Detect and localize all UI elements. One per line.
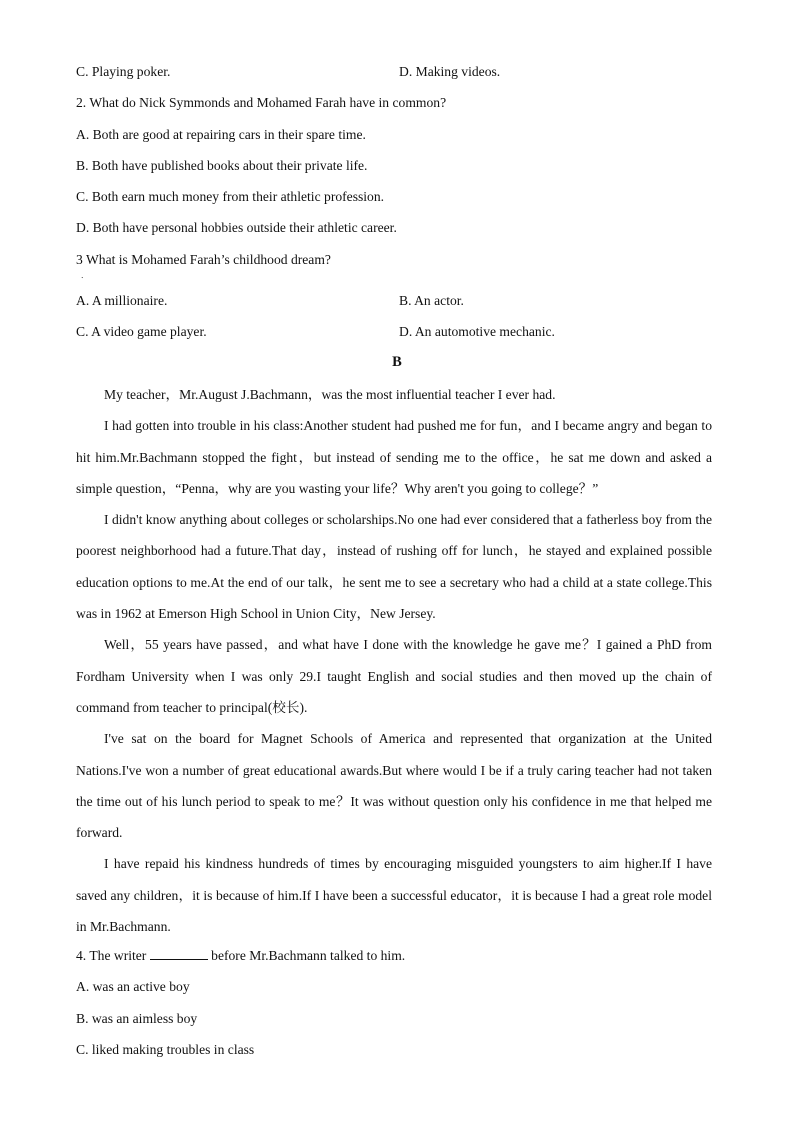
q2-stem: 2. What do Nick Symmonds and Mohamed Farah have in common?: [76, 95, 447, 110]
q3-number-mark: ．: [81, 271, 89, 280]
passage-paragraph: Well，55 years have passed，and what have I done with the knowledge he gave me？I gained a PhD from Fordham University when I was only 29.I taught English and social studies and then moved up the chain of command from teacher to principal(校长).: [76, 637, 712, 715]
passage-paragraph: I have repaid his kindness hundreds of times by encouraging misguided youngsters to aim higher.If I have saved any children，it is because of him.If I have been a successful educator，it is because I had a great role model in Mr.Bachmann.: [76, 856, 712, 935]
q4-option-c: C. liked making troubles in class: [76, 1042, 255, 1057]
q3-stem: 3 What is Mohamed Farah’s childhood dream?: [76, 252, 331, 267]
passage-paragraph: I had gotten into trouble in his class:Another student had pushed me for fun，and I became angry and began to hit him.Mr.Bachmann stopped the fight，but instead of sending me to the office，he sat me down and asked a simple question，“Penna，why are you wasting your life？Why aren't you going to college？”: [76, 418, 712, 496]
q2-option-c: C. Both earn much money from their athletic profession.: [76, 189, 385, 204]
passage-paragraph: I've sat on the board for Magnet Schools of America and represented that organization at the United Nations.I've won a number of great educational awards.But where would I be if a truly caring teacher had not taken the time out of his lunch period to speak to me？It was without question only his confidence in me that helped me forward.: [76, 731, 712, 841]
passage-heading: B: [392, 354, 402, 370]
q2-option-d: D. Both have personal hobbies outside their athletic career.: [76, 220, 397, 235]
q3-option-a: A. A millionaire.: [76, 293, 168, 308]
answer-blank: [150, 947, 208, 960]
q1-option-c: C. Playing poker.: [76, 64, 171, 79]
passage-paragraph: I didn't know anything about colleges or scholarships.No one had ever considered that a fatherless boy from the poorest neighborhood had a future.That day，instead of rushing off for lunch，he stayed and explained possible education options to me.At the end of our talk，he sent me to see a secretary who had a child at a state college.This was in 1962 at Emerson High School in Union City，New Jersey.: [76, 512, 712, 622]
q4-option-b: B. was an aimless boy: [76, 1011, 198, 1026]
q1-option-d: D. Making videos.: [399, 64, 501, 79]
q3-option-b: B. An actor.: [399, 293, 464, 308]
passage-paragraph: My teacher，Mr.August J.Bachmann，was the most influential teacher I ever had.: [104, 387, 556, 402]
q3-option-d: D. An automotive mechanic.: [399, 324, 555, 339]
q4-stem-after: before Mr.Bachmann talked to him.: [207, 948, 406, 963]
q3-option-c: C. A video game player.: [76, 324, 207, 339]
q4-stem-before: 4. The writer: [76, 948, 150, 963]
q2-option-b: B. Both have published books about their private life.: [76, 158, 368, 173]
passage-body: [76, 379, 712, 942]
q4-stem: [76, 947, 405, 965]
q4-option-a: A. was an active boy: [76, 979, 190, 994]
q2-option-a: A. Both are good at repairing cars in their spare time.: [76, 127, 366, 142]
